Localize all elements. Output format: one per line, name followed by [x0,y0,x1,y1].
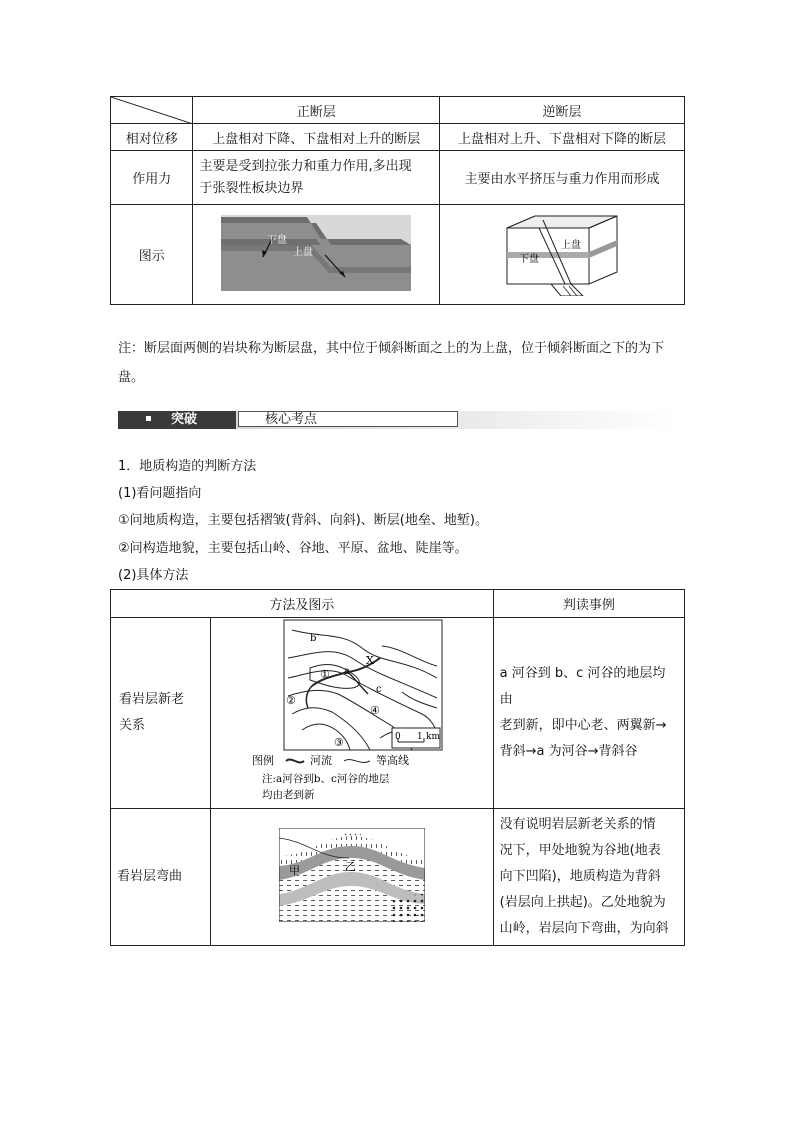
normal-fault-diagram [221,215,411,291]
geologic-map-cell [210,618,493,809]
reverse-fault-figure-cell [440,205,685,305]
list-item-1: ①问地质构造，主要包括褶皱(背斜、向斜)、断层(地垒、地堑)。 [118,513,488,528]
map-label-4: ④ [369,704,380,717]
reverse-hangingwall-label: 上盘 [560,239,581,251]
map-note-line1: 注:a河谷到b、c河谷的地层 [261,773,389,785]
example-bend-line2: 况下，甲处地貌为谷地(地表 [499,843,661,858]
banner-tag1-text: 突破 [171,412,198,427]
example-bend [493,809,684,946]
method-bend-label: 看岩层弯曲 [111,809,211,946]
diagonal-line [111,97,193,124]
banner-tag-breakthrough [118,411,236,429]
example-bend-line5: 山岭，岩层向下弯曲，为向斜 [499,921,669,936]
normal-footwall-label: 下盘 [267,234,288,246]
normal-displacement: 上盘相对下降、下盘相对上升的断层 [193,124,440,151]
fold-label-jia: 甲 [288,864,300,877]
header-reverse-fault: 逆断层 [440,97,685,124]
example-bend-line3: 向下凹陷)，地质构造为背斜 [499,869,661,884]
map-label-x: X [365,654,374,667]
map-note-line2: 均由老到新 [261,789,315,801]
normal-force [193,151,440,205]
banner-tag-core: 核心考点 [238,411,458,427]
reverse-displacement: 上盘相对上升、下盘相对下降的断层 [440,124,685,151]
map-label-3: ③ [333,736,344,749]
section-title: 1．地质构造的判断方法 [118,459,257,474]
table-corner-cell [111,97,193,124]
scale-unit: km [425,732,440,742]
subheading-2: (2)具体方法 [118,568,189,583]
fold-label-yi: 乙 [344,860,356,873]
header-example: 判读事例 [493,590,684,618]
legend-river: 河流 [309,754,332,767]
example-bend-line4: (岩层向上拱起)。乙处地貌为 [499,895,666,910]
scale-zero: 0 [394,732,401,742]
method-table [110,589,685,946]
scale-one: 1 [416,732,423,742]
normal-hangingwall-label: 上盘 [293,246,314,258]
reverse-fault-diagram [505,210,620,296]
method-age-line1: 看岩层新老 [119,692,185,707]
fold-figure-cell [210,809,493,946]
section-banner [118,408,678,434]
legend-contour: 等高线 [375,754,409,767]
reverse-force: 主要由水平挤压与重力作用而形成 [440,151,685,205]
row-label-figure: 图示 [111,205,193,305]
list-item-2: ②问构造地貌，主要包括山岭、谷地、平原、盆地、陡崖等。 [118,541,468,556]
example-age-line3: 背斜→a 为河谷→背斜谷 [499,744,638,759]
method-age-label [111,618,211,809]
example-bend-line1: 没有说明岩层新老关系的情 [499,817,656,832]
map-label-b: b [309,633,316,644]
example-age-line2: 老到新，即中心老、两翼新→ [499,718,667,733]
method-age-line2: 关系 [119,718,146,733]
example-age-line1: a 河谷到 b、c 河谷的地层均由 [499,666,666,707]
header-method: 方法及图示 [111,590,494,618]
normal-force-line2: 于张裂性板块边界 [199,180,304,196]
row-label-force: 作用力 [111,151,193,205]
contour-legend-icon [344,760,370,763]
legend-title: 图例 [251,754,274,767]
map-label-1: ① [319,668,330,681]
example-age [493,618,684,809]
river-legend-icon [286,760,304,763]
subheading-1: (1)看问题指向 [118,486,202,501]
square-bullet-icon [146,416,151,421]
normal-force-line1: 主要是受到拉张力和重力作用,多出现 [199,158,412,174]
geologic-map-figure [252,618,452,804]
normal-fault-figure-cell [193,205,440,305]
row-label-displacement: 相对位移 [111,124,193,151]
map-label-c: c [375,684,382,695]
map-label-a: a [343,666,350,677]
reverse-footwall-label: 下盘 [518,253,539,265]
header-normal-fault: 正断层 [193,97,440,124]
fault-comparison-table [110,96,685,305]
fold-cross-section [279,828,425,922]
map-label-2: ② [285,694,296,707]
note-paragraph: 注：断层面两侧的岩块称为断层盘，其中位于倾斜断面之上的为上盘，位于倾斜断面之下的为下盘。 [118,341,665,385]
